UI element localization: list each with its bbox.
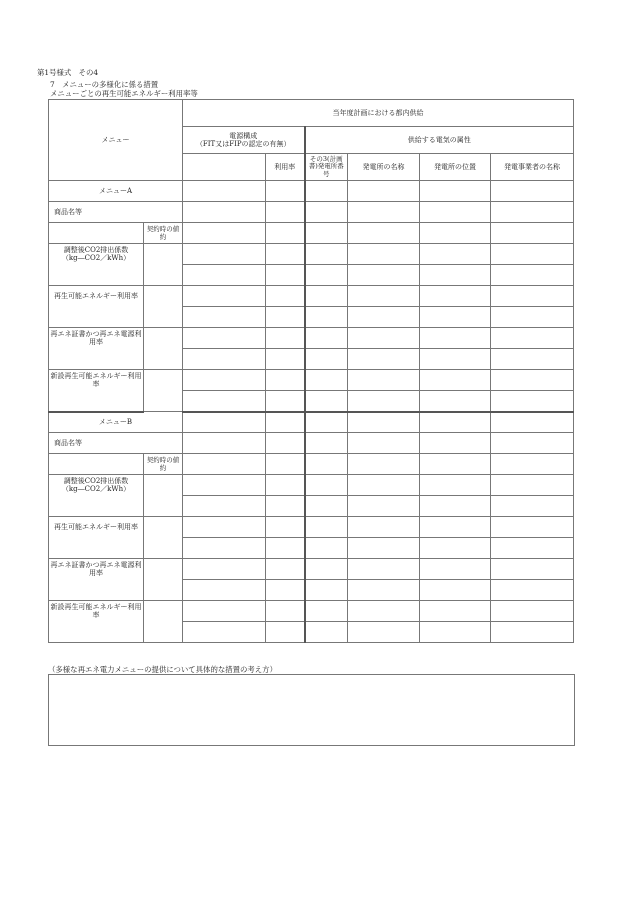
input-cell[interactable] (348, 622, 420, 643)
input-cell[interactable] (266, 412, 305, 433)
input-cell[interactable] (183, 517, 266, 538)
input-cell[interactable] (491, 622, 574, 643)
contract-label: 契約時の値約 (144, 454, 183, 475)
input-cell[interactable] (183, 622, 266, 643)
input-cell[interactable] (266, 538, 305, 559)
contract-label: 契約時の値約 (144, 223, 183, 244)
input-cell[interactable] (491, 286, 574, 307)
input-cell[interactable] (420, 475, 491, 496)
input-cell[interactable] (183, 328, 266, 349)
input-cell[interactable] (266, 601, 305, 622)
input-cell[interactable] (420, 181, 491, 202)
metric-blank-co2 (49, 496, 144, 517)
metric-label-cert: 再エネ証書かつ再エネ電源利用率 (49, 559, 144, 580)
metric-label-new: 新設再生可能エネルギー利用率 (49, 370, 144, 391)
metric-value-renew[interactable] (144, 517, 183, 559)
header-rate: 利用率 (266, 154, 305, 181)
input-cell[interactable] (491, 433, 574, 454)
metric-label-co2: 調整後CO2排出係数（kg―CO2／kWh） (49, 244, 144, 265)
input-cell[interactable] (305, 496, 348, 517)
metric-label-renew: 再生可能エネルギー利用率 (49, 517, 144, 538)
product-name-input[interactable] (49, 454, 144, 475)
input-cell[interactable] (305, 286, 348, 307)
input-cell[interactable] (266, 517, 305, 538)
input-cell[interactable] (420, 601, 491, 622)
input-cell[interactable] (348, 433, 420, 454)
input-cell[interactable] (266, 580, 305, 601)
input-cell[interactable] (348, 559, 420, 580)
input-cell[interactable] (305, 223, 348, 244)
input-cell[interactable] (266, 286, 305, 307)
input-cell[interactable] (183, 307, 266, 328)
input-cell[interactable] (491, 454, 574, 475)
input-cell[interactable] (266, 181, 305, 202)
metric-value-new[interactable] (144, 370, 183, 412)
input-cell[interactable] (183, 244, 266, 265)
input-cell[interactable] (491, 412, 574, 433)
input-cell[interactable] (183, 538, 266, 559)
input-cell[interactable] (266, 391, 305, 412)
input-cell[interactable] (183, 454, 266, 475)
input-cell[interactable] (420, 622, 491, 643)
header-supply: 当年度計画における都内供給 (183, 100, 574, 127)
input-cell[interactable] (491, 244, 574, 265)
input-cell[interactable] (348, 244, 420, 265)
input-cell[interactable] (266, 328, 305, 349)
metric-value-cert[interactable] (144, 559, 183, 601)
header-source (183, 127, 305, 154)
header-menu: メニュー (49, 100, 183, 181)
product-name-label: 商品名等 (49, 433, 183, 454)
input-cell[interactable] (266, 265, 305, 286)
metric-label-renew: 再生可能エネルギー利用率 (49, 286, 144, 307)
header-other: その3(計画書)発電所番号 (305, 154, 348, 181)
input-cell[interactable] (183, 433, 266, 454)
product-name-input[interactable] (49, 223, 144, 244)
metric-blank-new (49, 391, 144, 412)
input-cell[interactable] (183, 202, 266, 223)
input-cell[interactable] (420, 370, 491, 391)
metric-blank-renew (49, 307, 144, 328)
note-box[interactable] (48, 674, 575, 746)
input-cell[interactable] (348, 370, 420, 391)
input-cell[interactable] (266, 244, 305, 265)
header-source-line2: （FIT又はFIPの認定の有無） (195, 140, 291, 148)
input-cell[interactable] (348, 181, 420, 202)
input-cell[interactable] (491, 601, 574, 622)
input-cell[interactable] (305, 328, 348, 349)
input-cell[interactable] (491, 538, 574, 559)
input-cell[interactable] (348, 580, 420, 601)
input-cell[interactable] (420, 412, 491, 433)
input-cell[interactable] (491, 559, 574, 580)
input-cell[interactable] (183, 391, 266, 412)
form-number: 第1号様式 その4 (37, 68, 99, 77)
input-cell[interactable] (491, 370, 574, 391)
input-cell[interactable] (420, 496, 491, 517)
input-cell[interactable] (420, 433, 491, 454)
input-cell[interactable] (305, 622, 348, 643)
input-cell[interactable] (305, 244, 348, 265)
input-cell[interactable] (491, 307, 574, 328)
metric-value-new[interactable] (144, 601, 183, 643)
metric-value-cert[interactable] (144, 328, 183, 370)
input-cell[interactable] (305, 349, 348, 370)
input-cell[interactable] (491, 223, 574, 244)
input-cell[interactable] (348, 307, 420, 328)
metric-blank-new (49, 622, 144, 643)
input-cell[interactable] (491, 391, 574, 412)
note-title: （多様な再エネ電力メニューの提供について具体的な措置の考え方） (48, 665, 277, 674)
input-cell[interactable] (491, 265, 574, 286)
input-cell[interactable] (183, 286, 266, 307)
input-cell[interactable] (183, 370, 266, 391)
input-cell[interactable] (183, 580, 266, 601)
input-cell[interactable] (348, 454, 420, 475)
header-plant-location: 発電所の位置 (420, 154, 491, 181)
input-cell[interactable] (305, 202, 348, 223)
input-cell[interactable] (305, 433, 348, 454)
input-cell[interactable] (420, 559, 491, 580)
input-cell[interactable] (348, 412, 420, 433)
header-source-blank (183, 154, 266, 181)
metric-value-co2[interactable] (144, 475, 183, 517)
product-name-label: 商品名等 (49, 202, 183, 223)
input-cell[interactable] (305, 181, 348, 202)
input-cell[interactable] (420, 244, 491, 265)
menu-name: メニューB (49, 412, 183, 433)
input-cell[interactable] (348, 391, 420, 412)
input-cell[interactable] (183, 223, 266, 244)
input-cell[interactable] (266, 370, 305, 391)
input-cell[interactable] (491, 517, 574, 538)
input-cell[interactable] (420, 307, 491, 328)
menu-table (48, 99, 574, 643)
input-cell[interactable] (305, 370, 348, 391)
header-source-line1: 電源構成 (229, 131, 258, 140)
input-cell[interactable] (266, 202, 305, 223)
input-cell[interactable] (348, 202, 420, 223)
input-cell[interactable] (348, 349, 420, 370)
input-cell[interactable] (266, 622, 305, 643)
input-cell[interactable] (348, 601, 420, 622)
header-plant-name: 発電所の名称 (348, 154, 420, 181)
input-cell[interactable] (266, 496, 305, 517)
input-cell[interactable] (305, 559, 348, 580)
input-cell[interactable] (183, 265, 266, 286)
input-cell[interactable] (420, 349, 491, 370)
input-cell[interactable] (183, 475, 266, 496)
input-cell[interactable] (266, 307, 305, 328)
input-cell[interactable] (420, 202, 491, 223)
metric-blank-renew (49, 538, 144, 559)
input-cell[interactable] (305, 538, 348, 559)
metric-label-co2: 調整後CO2排出係数（kg―CO2／kWh） (49, 475, 144, 496)
input-cell[interactable] (491, 349, 574, 370)
input-cell[interactable] (305, 265, 348, 286)
input-cell[interactable] (491, 580, 574, 601)
metric-blank-cert (49, 580, 144, 601)
input-cell[interactable] (305, 517, 348, 538)
input-cell[interactable] (491, 202, 574, 223)
input-cell[interactable] (305, 601, 348, 622)
input-cell[interactable] (305, 391, 348, 412)
input-cell[interactable] (491, 496, 574, 517)
input-cell[interactable] (491, 328, 574, 349)
metric-value-renew[interactable] (144, 286, 183, 328)
input-cell[interactable] (183, 181, 266, 202)
metric-value-co2[interactable] (144, 244, 183, 286)
input-cell[interactable] (348, 475, 420, 496)
input-cell[interactable] (305, 307, 348, 328)
input-cell[interactable] (266, 433, 305, 454)
input-cell[interactable] (183, 559, 266, 580)
input-cell[interactable] (305, 412, 348, 433)
input-cell[interactable] (420, 454, 491, 475)
input-cell[interactable] (266, 559, 305, 580)
input-cell[interactable] (348, 538, 420, 559)
metric-label-new: 新設再生可能エネルギー利用率 (49, 601, 144, 622)
input-cell[interactable] (183, 496, 266, 517)
header-operator: 発電事業者の名称 (491, 154, 574, 181)
input-cell[interactable] (348, 517, 420, 538)
header-attributes: 供給する電気の属性 (305, 127, 574, 154)
input-cell[interactable] (491, 475, 574, 496)
input-cell[interactable] (266, 349, 305, 370)
input-cell[interactable] (183, 412, 266, 433)
input-cell[interactable] (305, 475, 348, 496)
input-cell[interactable] (420, 286, 491, 307)
input-cell[interactable] (420, 580, 491, 601)
input-cell[interactable] (305, 580, 348, 601)
input-cell[interactable] (420, 391, 491, 412)
section-title: 7 メニューの多様化に係る措置 (50, 80, 159, 89)
input-cell[interactable] (420, 328, 491, 349)
input-cell[interactable] (183, 601, 266, 622)
input-cell[interactable] (348, 223, 420, 244)
metric-blank-co2 (49, 265, 144, 286)
input-cell[interactable] (420, 223, 491, 244)
input-cell[interactable] (266, 475, 305, 496)
menu-name: メニューA (49, 181, 183, 202)
metric-blank-cert (49, 349, 144, 370)
input-cell[interactable] (266, 454, 305, 475)
input-cell[interactable] (266, 223, 305, 244)
metric-label-cert: 再エネ証書かつ再エネ電源利用率 (49, 328, 144, 349)
input-cell[interactable] (420, 517, 491, 538)
input-cell[interactable] (183, 349, 266, 370)
input-cell[interactable] (420, 538, 491, 559)
input-cell[interactable] (348, 496, 420, 517)
input-cell[interactable] (420, 265, 491, 286)
input-cell[interactable] (348, 265, 420, 286)
input-cell[interactable] (491, 181, 574, 202)
input-cell[interactable] (348, 286, 420, 307)
input-cell[interactable] (305, 454, 348, 475)
table-subtitle: メニューごとの再生可能エネルギー利用率等 (50, 89, 198, 98)
input-cell[interactable] (348, 328, 420, 349)
